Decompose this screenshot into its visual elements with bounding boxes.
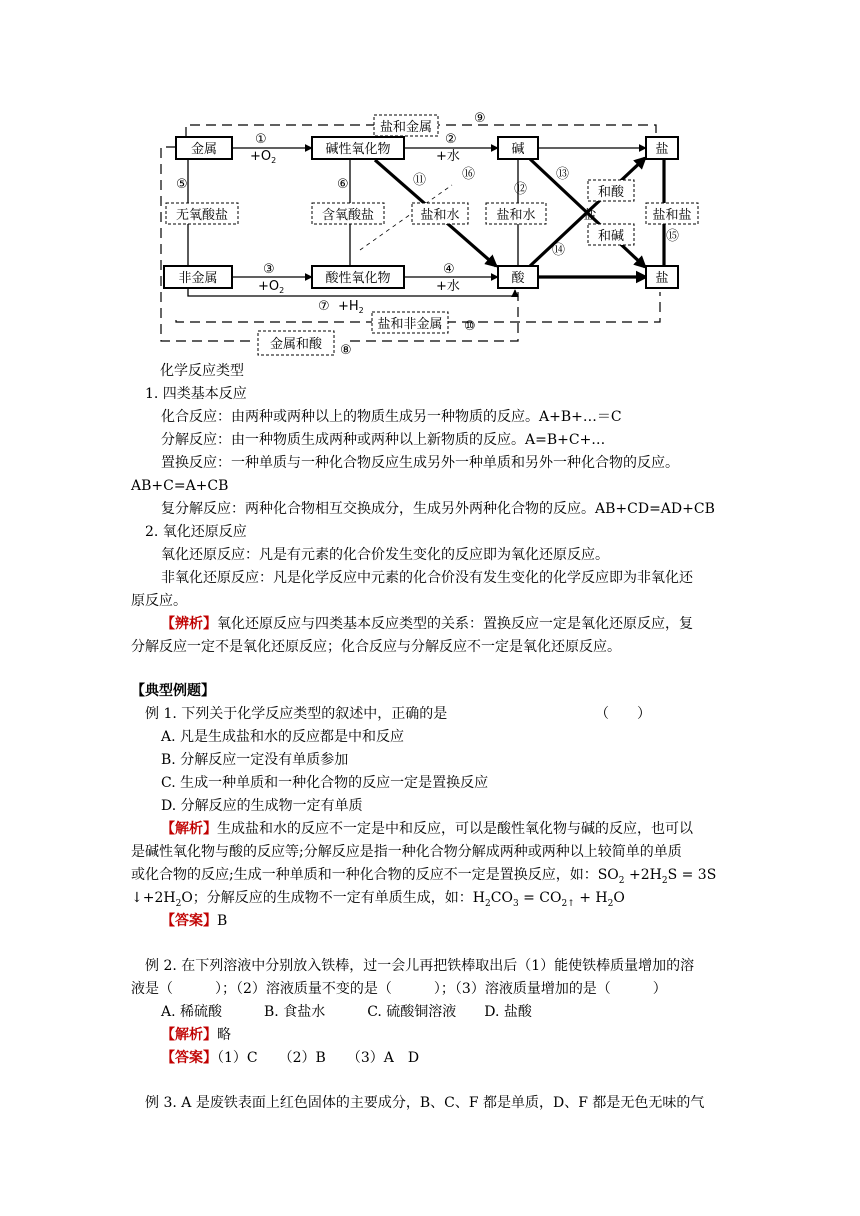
example-1-analysis: 【解析】生成盐和水的反应不一定是中和反应，可以是酸性氧化物与碱的反应，也可以: [161, 821, 693, 837]
label-h2: $+H_2$: [338, 299, 364, 315]
def-decomposition: 分解反应：由一种物质生成两种或两种以上新物质的反应。A=B+C+…: [161, 432, 606, 448]
analysis-note: 【辨析】氧化还原反应与四类基本反应类型的关系：置换反应一定是氧化还原反应，复: [161, 616, 693, 632]
example-1-answer: 【答案】B: [161, 913, 228, 929]
node-salt-top: 盐: [655, 142, 669, 157]
def-displacement: 置换反应：一种单质与一种化合物反应生成另外一种单质和另外一种化合物的反应。: [161, 455, 679, 471]
section-2: 2. 氧化还原反应: [145, 524, 247, 540]
circled-9: ⑨: [474, 111, 486, 126]
box-and-acid: 和酸: [597, 185, 625, 200]
box-salt-water-2: 盐和水: [496, 208, 536, 223]
middle-salt: 盐: [583, 208, 597, 223]
example-1-analysis-3: 或化合物的反应;生成一种单质和一种化合物的反应不一定是置换反应，如：$SO_2 +2H_2S = 3S$: [131, 867, 717, 886]
analysis-note-cont: 分解反应一定不是氧化还原反应；化合反应与分解反应不一定是氧化还原反应。: [131, 639, 621, 655]
tag-bianxi: 【辨析】: [161, 616, 217, 632]
example-3-question: 例 3. A 是废铁表面上红色固体的主要成分，B、C、F 都是单质，D、F 都是无色无味的气: [145, 1095, 705, 1111]
circled-5: ⑤: [176, 177, 188, 192]
circled-4: ④: [443, 262, 455, 277]
example-2-question-2: 液是（ ）；（2）溶液质量不变的是（ ）；（3）溶液质量增加的是（ ）: [131, 981, 667, 997]
box-and-base: 和碱: [597, 229, 625, 244]
circled-1: ①: [255, 132, 267, 147]
example-1-question: 例 1. 下列关于化学反应类型的叙述中，正确的是: [145, 706, 448, 722]
box-salt-and-nonmetal: 盐和非金属: [377, 317, 443, 332]
node-acid-oxide: 酸性氧化物: [325, 271, 391, 286]
circled-7: ⑦: [318, 299, 330, 314]
circled-8: ⑧: [340, 343, 352, 358]
def-non-redox: 非氧化还原反应：凡是化学反应中元素的化合价没有发生变化的化学反应即为非氧化还: [161, 570, 693, 586]
box-oxy-salt: 含氧酸盐: [321, 208, 375, 223]
diagram-caption: 化学反应类型: [160, 363, 244, 379]
box-salt-water-1: 盐和水: [420, 208, 460, 223]
example-1-blank: （ ）: [595, 706, 651, 722]
example-1-analysis-2: 是碱性氧化物与酸的反应等;分解反应是指一种化合物分解成两种或两种以上较简单的单质: [131, 844, 682, 860]
example-1-analysis-4: $↓+2H_2O$；分解反应的生成物不一定有单质生成，如：$H_2CO_3 = CO_{2↑} + H_2O$: [131, 890, 625, 909]
box-salt-and-metal: 盐和金属: [379, 120, 433, 135]
box-oxygen-free-salt: 无氧酸盐: [175, 208, 229, 223]
example-2-question: 例 2. 在下列溶液中分别放入铁棒，过一会儿再把铁棒取出后（1）能使铁棒质量增加的溶: [145, 958, 695, 974]
def-redox: 氧化还原反应：凡是有元素的化合价发生变化的反应即为氧化还原反应。: [161, 547, 609, 563]
node-basic-oxide: 碱性氧化物: [325, 142, 391, 157]
example-1-option-a: A. 凡是生成盐和水的反应都是中和反应: [161, 729, 405, 745]
label-water-b: +水: [436, 279, 460, 294]
circled-11: ⑪: [413, 173, 427, 188]
node-acid: 酸: [511, 271, 525, 286]
example-1-option-b: B. 分解反应一定没有单质参加: [161, 752, 349, 768]
def-double-decomposition: 复分解反应：两种化合物相互交换成分，生成另外两种化合物的反应。AB+CD=AD+CB: [161, 501, 715, 517]
example-1-option-c: C. 生成一种单质和一种化合物的反应一定是置换反应: [161, 775, 489, 791]
def-combination: 化合反应：由两种或两种以上的物质生成另一种物质的反应。A+B+…＝C: [161, 409, 622, 425]
circled-16: ⑯: [462, 167, 476, 182]
label-water-a: +水: [436, 149, 460, 164]
example-1-option-d: D. 分解反应的生成物一定有单质: [161, 798, 363, 814]
section-typical-examples: 【典型例题】: [131, 683, 215, 699]
box-salt-and-salt: 盐和盐: [652, 208, 692, 223]
box-metal-and-acid: 金属和酸: [269, 337, 323, 352]
reaction-relationship-diagram: [0, 0, 860, 362]
def-non-redox-cont: 原反应。: [131, 593, 187, 609]
circled-6: ⑥: [337, 177, 349, 192]
circled-10: ⑩: [464, 319, 476, 334]
example-2-options: A. 稀硫酸 B. 食盐水 C. 硫酸铜溶液 D. 盐酸: [161, 1004, 532, 1020]
label-o2-b: $+O_2$: [258, 279, 285, 295]
def-displacement-formula: AB+C=A+CB: [131, 478, 229, 494]
section-1: 1. 四类基本反应: [145, 386, 247, 402]
node-base: 碱: [511, 142, 525, 157]
node-metal: 金属: [190, 142, 218, 157]
example-2-analysis: 【解析】略: [161, 1027, 231, 1043]
circled-3: ③: [263, 262, 275, 277]
circled-13: ⑬: [556, 167, 570, 182]
node-salt-bottom: 盐: [655, 271, 669, 286]
example-2-answer: 【答案】（1）C （2）B （3）A D: [161, 1050, 420, 1066]
circled-12: ⑫: [514, 182, 528, 197]
circled-15: ⑮: [666, 229, 680, 244]
circled-2: ②: [445, 132, 457, 147]
circled-14: ⑭: [552, 243, 566, 258]
tag-jiexi: 【解析】: [161, 821, 217, 837]
tag-daan: 【答案】: [161, 913, 217, 929]
node-nonmetal: 非金属: [178, 271, 218, 286]
label-o2-a: $+O_2$: [250, 149, 277, 165]
